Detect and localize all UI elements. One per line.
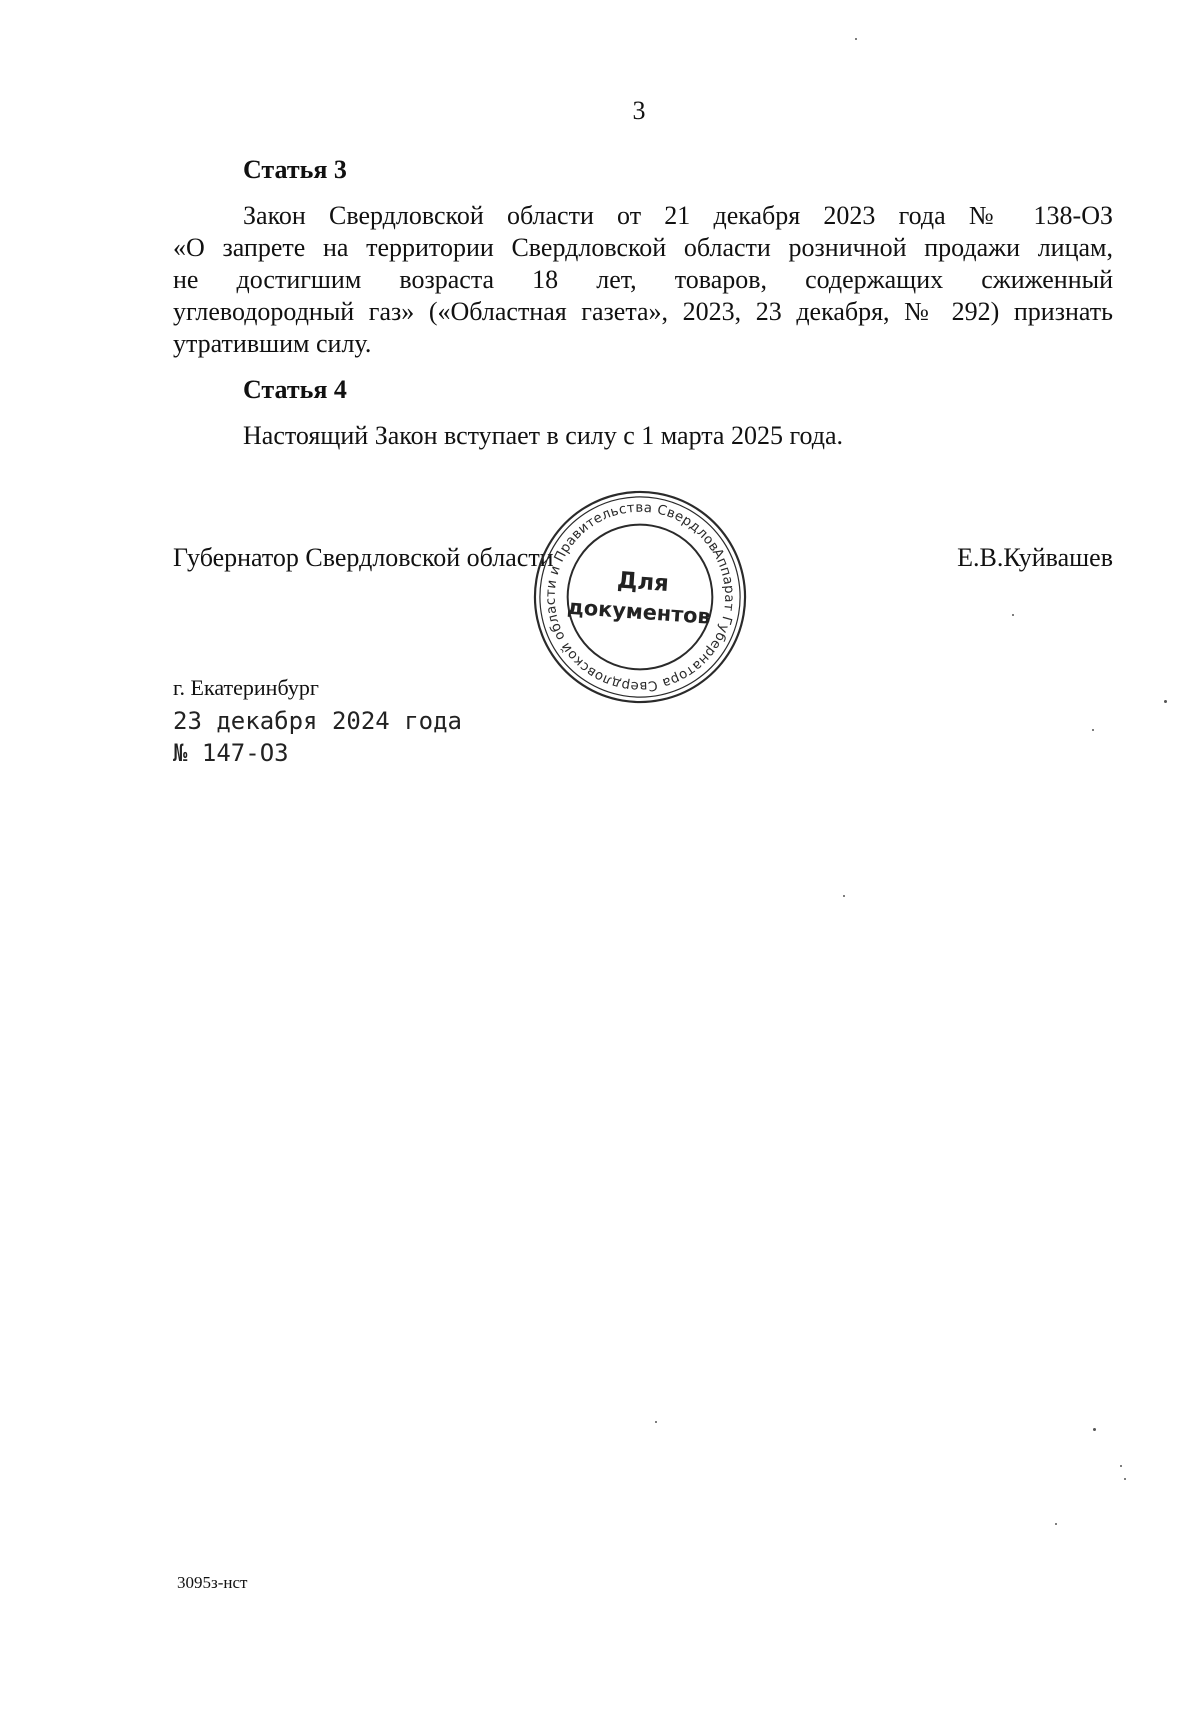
page-number: 3 <box>632 96 646 125</box>
article-3-heading: Статья 3 <box>243 155 347 184</box>
scan-speck <box>1092 729 1094 731</box>
seal-center-line1: Для <box>616 567 670 598</box>
signatory-title: Губернатор Свердловской области <box>173 543 554 572</box>
scan-speck <box>1164 700 1167 703</box>
issue-date: 23 декабря 2024 года <box>173 707 462 735</box>
scan-speck <box>1012 614 1014 616</box>
article-3-text <box>173 200 1113 360</box>
seal-center-line2: документов <box>566 594 712 629</box>
article-3-line: «О запрете на территории Свердловской области розничной продажи лицам, <box>173 233 1113 262</box>
article-3-line: утратившим силу. <box>173 329 372 358</box>
scan-speck <box>1093 1428 1096 1431</box>
article-3-line: не достигшим возраста 18 лет, товаров, содержащих сжиженный <box>173 265 1113 294</box>
article-3-line: углеводородный газ» («Областная газета», 2023, 23 декабря, № 292) признать <box>173 297 1113 326</box>
scan-speck <box>1055 1523 1057 1525</box>
scan-speck <box>1120 1465 1122 1467</box>
article-4-text: Настоящий Закон вступает в силу с 1 марта 2025 года. <box>243 421 843 450</box>
issue-place: г. Екатеринбург <box>173 675 319 700</box>
signatory-name: Е.В.Куйвашев <box>957 543 1113 572</box>
scan-speck <box>655 1421 657 1423</box>
seal-ring-text: Аппарат Губернатора Свердловской области и Правительства Свердловской <box>543 500 737 694</box>
official-seal <box>531 488 749 706</box>
article-3-line: Закон Свердловской области от 21 декабря 2023 года № 138-ОЗ <box>243 201 1113 230</box>
law-number: № 147-ОЗ <box>173 739 289 767</box>
article-4-heading: Статья 4 <box>243 375 347 404</box>
document-code: 3095з-нст <box>177 1573 248 1592</box>
scan-speck <box>843 895 845 897</box>
scan-speck <box>855 38 857 40</box>
scan-speck <box>1124 1478 1126 1480</box>
